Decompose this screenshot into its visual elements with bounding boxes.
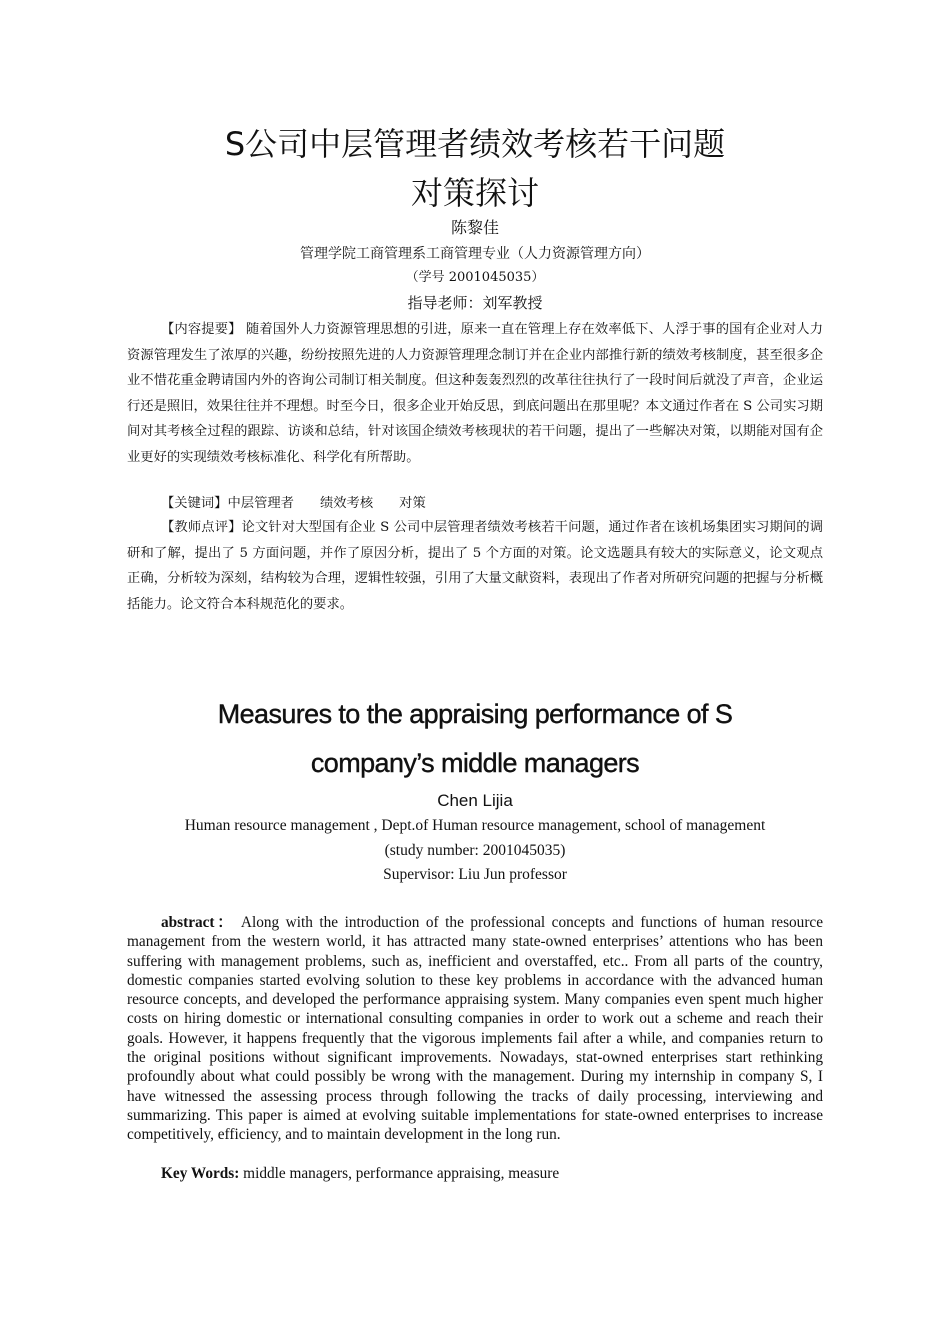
chinese-keyword: 绩效考核	[319, 496, 374, 511]
english-abstract-text: Along with the introduction of the professional concepts and functions of human resource management from the western world, it has attracted many state-owned enterprises’ attentions who has been suffering with management problems, such as, inefficient and overstaffed, etc.. From all parts of the country, domestic companies started evolving solution to these key problems in accordance with the advanced human resource concepts, and developed the performance appraising system. Many companies even spent much higher costs on hiring domestic or international consulting companies in order to work out a scheme and reach their goals. However, it happens frequently that the vigorous implements fail after a while, and companies return to the original positions without significant improvements. Nowadays, stat-owned enterprises start rethinking profoundly about what could possibly be wrong with the management. During my internship in company S, I have witnessed the assessing process through following the tracks of daily processing, interviewing and summarizing. This paper is aimed at evolving suitable implementations for state-owned enterprises to increase competitively, efficiency, and to maintain development in the long run.	[127, 914, 824, 1144]
english-author: Chen Lijia	[437, 791, 513, 810]
chinese-summary-text: 随着国外人力资源管理思想的引进，原来一直在管理上存在效率低下、人浮于事的国有企业对人力资源管理发生了浓厚的兴趣，纷纷按照先进的人力资源管理理念制订并在企业内部推行新的绩效考核制度，甚至很多企业不惜花重金聘请国内外的咨询公司制订相关制度。但这种轰轰烈烈的改革往往执行了一段时间后就没了声音，企业运行还是照旧，效果往往并不理想。时至今日，很多企业开始反思，到底问题出在那里呢？本文通过作者在 S 公司实习期间对其考核全过程的跟踪、访谈和总结，针对该国企绩效考核现状的若干问题，提出了一些解决对策，以期能对国有企业更好的实现绩效考核标准化、科学化有所帮助。	[127, 322, 823, 465]
english-abstract-label: abstract：	[161, 914, 236, 931]
english-student-number: (study number: 2001045035)	[384, 842, 566, 859]
chinese-keywords-label: 【关键词】	[161, 496, 228, 511]
chinese-keyword: 对策	[399, 496, 426, 511]
teacher-comment	[127, 515, 823, 617]
chinese-keywords	[127, 491, 823, 517]
english-title-line-2: company’s middle managers	[310, 748, 640, 778]
chinese-title-line-1: S公司中层管理者绩效考核若干问题	[224, 125, 726, 163]
chinese-student-number: （学号 2001045035）	[405, 270, 545, 285]
english-affiliation: Human resource management , Dept.of Human resource management, school of management	[184, 817, 766, 834]
english-supervisor: Supervisor: Liu Jun professor	[383, 866, 567, 883]
english-keywords-text: middle managers, performance appraising, measure	[239, 1165, 560, 1182]
chinese-summary-label: 【内容提要】	[161, 322, 242, 337]
chinese-supervisor: 指导老师：刘军教授	[407, 294, 543, 312]
teacher-comment-label: 【教师点评】	[161, 520, 242, 535]
english-abstract	[127, 913, 823, 1145]
chinese-affiliation: 管理学院工商管理系工商管理专业（人力资源管理方向）	[300, 246, 650, 262]
teacher-comment-text: 论文针对大型国有企业 S 公司中层管理者绩效考核若干问题，通过作者在该机场集团实习期间的调研和了解，提出了 5 方面问题，并作了原因分析，提出了 5 个方面的对策。论文选题具有较大的实际意义，论文观点正确，分析较为深刻，结构较为合理，逻辑性较强，引用了大量文献资料，表现出了作者对所研究问题的把握与分析概括能力。论文符合本科规范化的要求。	[127, 520, 824, 612]
english-keywords-label: Key Words:	[161, 1165, 240, 1182]
chinese-author: 陈黎佳	[450, 218, 499, 237]
chinese-title-line-2: 对策探讨	[410, 174, 539, 212]
english-title-line-1: Measures to the appraising performance of S	[217, 699, 733, 729]
english-keywords	[127, 1164, 823, 1183]
chinese-keyword: 中层管理者	[227, 496, 294, 511]
chinese-summary	[127, 317, 823, 470]
